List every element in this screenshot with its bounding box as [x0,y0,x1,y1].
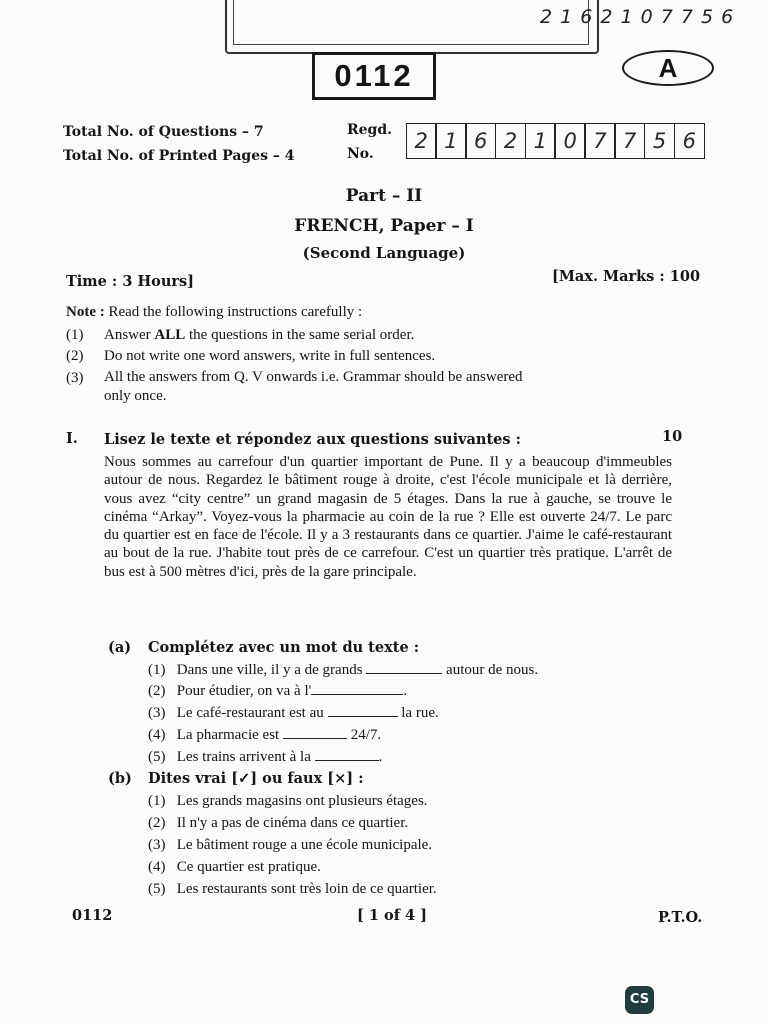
item-text-after: . [378,749,383,765]
part-b-label: (b) [108,770,132,787]
regd-digit: 0 [554,123,585,159]
item-text: Les restaurants sont très loin de ce quartier. [176,881,437,897]
regd-digit: 1 [435,123,466,159]
reading-passage: Nous sommes au carrefour d'un quartier important de Pune. Il y a beaucoup d'immeubles autour de nous. Regardez le bâtiment rouge à droite, c'est l'école municipale et là derrière, vous avez “city centre” un grand magasin de 5 étages. Dans la rue à gauche, se trouve le cinéma “Arkay”. Voyez-vous la pharmacie au coin de la rue ? Elle est ouverte 24/7. Le parc du quartier est en face de l'école. Il y a 3 restaurants dans ce quartier. J'aime le café-restaurant au bout de la rue. J'habite tout près de ce carrefour. C'est un quartier très pratique. L'arrêt de bus est à 500 mètres d'ici, près de la gare principale. [104,454,672,580]
note-item-text [104,326,414,345]
note-line [66,303,362,322]
part-title: Part – II [345,186,423,206]
regd-no-label: No. [347,146,374,162]
item-num: (3) [148,837,166,853]
note-item-num: (3) [66,370,84,386]
note-item-text: Do not write one word answers, write in full sentences. [104,348,436,364]
item-text-after: autour de nous. [446,662,539,678]
regd-label: Regd. [347,122,392,138]
item-num: (2) [148,815,166,831]
answer-blank[interactable] [328,704,398,717]
note-label: Note : [66,304,105,320]
registration-number-grid [407,123,705,159]
item-text: Les grands magasins ont plusieurs étages. [176,793,428,809]
item-text: Ce quartier est pratique. [176,859,321,875]
item-text: La pharmacie est [176,727,280,743]
true-false-item [148,880,437,899]
fill-in-item [148,661,538,680]
true-false-item [148,792,428,811]
note-item-text-post: the questions in the same serial order. [185,327,415,343]
item-num: (5) [148,881,166,897]
item-num: (4) [148,859,166,875]
regd-digit: 7 [584,123,615,159]
regd-digit: 6 [674,123,705,159]
note-text: Read the following instructions carefully : [108,304,363,320]
answer-blank[interactable] [283,726,347,739]
item-num: (1) [148,793,166,809]
item-num: (3) [148,705,166,721]
note-item-num: (1) [66,327,84,343]
item-text-after: 24/7. [350,727,382,743]
item-text: Pour étudier, on va à l' [176,683,312,699]
regd-digit: 5 [644,123,675,159]
item-text: Le bâtiment rouge a une école municipale. [176,837,433,853]
item-num: (4) [148,727,166,743]
part-a-label: (a) [108,639,132,656]
item-text: Les trains arrivent à la [176,749,311,765]
paper-subtitle: (Second Language) [302,244,466,262]
fill-in-item [148,726,381,745]
item-num: (2) [148,683,166,699]
true-false-item [148,814,408,833]
regd-digit: 7 [614,123,645,159]
footer-pto: P.T.O. [658,909,703,926]
camscanner-badge-icon: CS [625,986,654,1014]
note-item-text-pre: Answer [104,327,155,343]
handwritten-roll-number: 2 1 6 2 1 0 7 7 5 6 [540,6,735,28]
set-label-oval: A [622,50,714,86]
item-text: Dans une ville, il y a de grands [176,662,363,678]
item-text: Le café-restaurant est au [176,705,324,721]
question-heading: Lisez le texte et répondez aux questions suivantes : [104,431,521,448]
item-text-after: la rue. [401,705,439,721]
part-a-heading: Complétez avec un mot du texte : [148,639,420,656]
total-pages: Total No. of Printed Pages – 4 [63,148,295,164]
max-marks: [Max. Marks : 100 [552,268,701,285]
note-item-text: All the answers from Q. V onwards i.e. Grammar should be answered [104,369,523,385]
part-b-heading: Dites vrai [✓] ou faux [×] : [148,770,364,787]
fill-in-item [148,704,439,723]
question-marks: 10 [662,428,683,445]
total-questions: Total No. of Questions – 7 [63,124,264,140]
paper-title: FRENCH, Paper – I [294,216,474,236]
item-num: (1) [148,662,166,678]
true-false-item [148,858,321,877]
regd-digit: 2 [495,123,526,159]
regd-digit: 1 [525,123,556,159]
fill-in-item [148,748,382,767]
note-item-num: (2) [66,348,84,364]
footer-paper-code: 0112 [72,907,113,924]
time-allowed: Time : 3 Hours] [66,273,195,290]
regd-digit: 6 [465,123,496,159]
regd-digit: 2 [406,123,437,159]
item-text-after: . [403,683,408,699]
answer-blank[interactable] [366,661,442,674]
true-false-item [148,836,432,855]
answer-blank[interactable] [311,682,403,695]
item-text: Il n'y a pas de cinéma dans ce quartier. [176,815,409,831]
question-number: I. [66,430,78,447]
note-item-text-continued: only once. [104,388,167,404]
paper-code-box: 0112 [312,52,436,100]
answer-blank[interactable] [315,748,379,761]
footer-page-number: [ 1 of 4 ] [357,907,428,924]
item-num: (5) [148,749,166,765]
fill-in-item [148,682,407,701]
header-tab-inner-frame [233,0,589,45]
note-item-text-bold: ALL [154,327,186,343]
note-item [66,326,84,345]
